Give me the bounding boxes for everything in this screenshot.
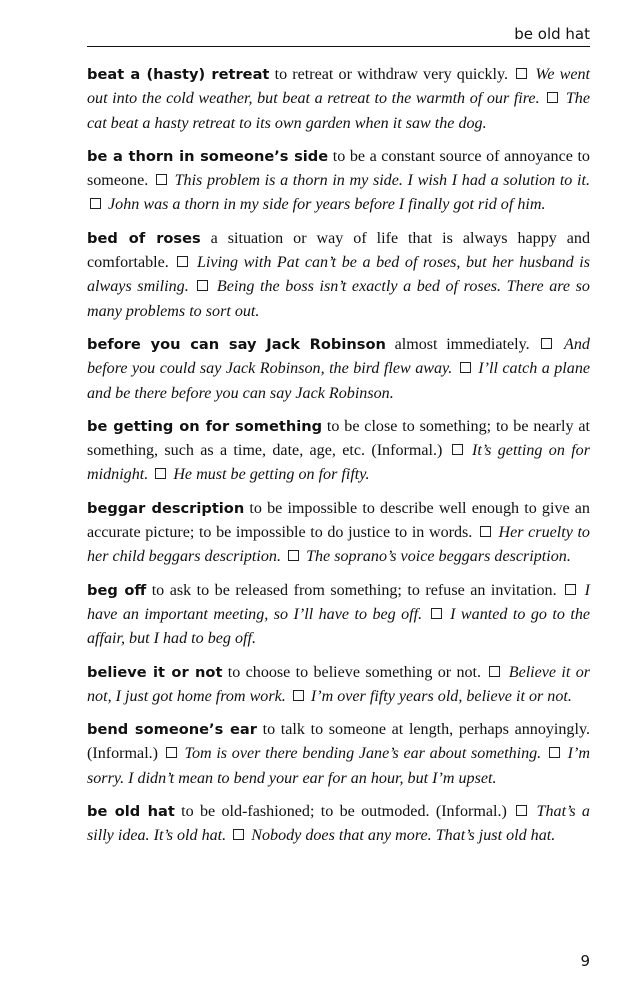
entry-headword: be getting on for something [87, 417, 323, 435]
example-marker-icon [452, 444, 463, 455]
example-marker-icon [155, 468, 166, 479]
example-marker-icon [293, 690, 304, 701]
entry-headword: beat a (hasty) retreat [87, 66, 270, 83]
example-marker-icon [516, 68, 527, 79]
dictionary-entry [87, 579, 590, 652]
entry-headword: bend someone’s ear [87, 721, 257, 739]
entry-definition: to retreat or withdraw very quickly. [274, 66, 509, 83]
entry-headword: bed of roses [87, 229, 201, 247]
entry-definition: almost immediately. [394, 335, 530, 353]
entry-definition: to be old-fashioned; to be outmoded. (Informal.) [181, 803, 507, 821]
entry-headword: believe it or not [87, 663, 223, 681]
entry-headword: be old hat [87, 803, 175, 821]
entry-example: Living with Pat can’t be a bed of roses, but her husband is always smiling. [87, 254, 590, 296]
entry-example: This problem is a thorn in my side. I wish I had a solution to it. [174, 172, 590, 190]
dictionary-entry [87, 661, 590, 710]
example-marker-icon [431, 608, 442, 619]
dictionary-entry [87, 227, 590, 324]
entry-example: John was a thorn in my side for years before I finally got rid of him. [108, 196, 546, 214]
entry-example: We went out into the cold weather, but beat a retreat to the warmth of our fire. [87, 66, 591, 108]
example-marker-icon [516, 805, 527, 816]
example-marker-icon [547, 92, 558, 103]
entry-definition: to ask to be released from something; to refuse an invitation. [151, 581, 557, 599]
dictionary-entry [87, 145, 590, 218]
entry-example: That’s a silly idea. It’s old hat. [87, 803, 590, 845]
page-number: 9 [580, 952, 590, 970]
entry-example: Being the boss isn’t exactly a bed of roses. There are so many problems to sort out. [87, 278, 590, 320]
example-marker-icon [460, 362, 471, 373]
dictionary-entry [87, 415, 590, 488]
entry-example: The soprano’s voice beggars description. [306, 548, 571, 566]
entry-example: It’s getting on for midnight. [87, 442, 590, 484]
entry-example: I’m sorry. I didn’t mean to bend your ear for an hour, but I’m upset. [87, 745, 590, 787]
dictionary-entry [87, 497, 590, 570]
entries-list [87, 63, 590, 858]
dictionary-entry [87, 718, 590, 791]
entry-example: I’ll catch a plane and be there before you can say Jack Robinson. [87, 360, 591, 402]
entry-definition: to talk to someone at length, perhaps annoyingly. (Informal.) [87, 721, 590, 763]
entry-headword: be a thorn in someone’s side [87, 147, 329, 165]
entry-definition: to choose to believe something or not. [227, 663, 482, 681]
example-marker-icon [177, 256, 188, 267]
example-marker-icon [480, 526, 491, 537]
example-marker-icon [541, 338, 552, 349]
entry-headword: beg off [87, 581, 147, 599]
example-marker-icon [549, 747, 560, 758]
example-marker-icon [489, 666, 500, 677]
dictionary-entry [87, 800, 590, 849]
entry-definition: a situation or way of life that is always happy and comfortable. [87, 229, 590, 272]
entry-example: Believe it or not, I just got home from work. [87, 663, 591, 705]
entry-example: Tom is over there bending Jane’s ear about something. [184, 745, 542, 763]
entry-example: I wanted to go to the affair, but I had to beg off. [87, 605, 591, 648]
entry-definition: to be a constant source of annoyance to someone. [87, 147, 590, 190]
entry-example: He must be getting on for fifty. [173, 466, 370, 484]
entry-headword: before you can say Jack Robinson [87, 335, 386, 353]
running-head: be old hat [87, 22, 590, 47]
dictionary-entry [87, 333, 590, 406]
entry-example: Her cruelty to her child beggars description. [87, 524, 590, 566]
entry-definition: to be impossible to describe well enough to give an accurate picture; to be impossible to do justice to in words. [87, 499, 590, 542]
entry-example: I’m over fifty years old, believe it or not. [310, 687, 572, 705]
entry-headword: beggar description [87, 499, 245, 517]
example-marker-icon [166, 747, 177, 758]
entry-example: The cat beat a hasty retreat to its own garden when it saw the dog. [87, 90, 590, 132]
dictionary-entry [87, 63, 590, 136]
entry-definition: to be close to something; to be nearly at something, such as a time, date, age, etc. (Informal.) [87, 417, 590, 460]
example-marker-icon [156, 174, 167, 185]
entry-example: I have an important meeting, so I’ll have to beg off. [87, 581, 590, 623]
example-marker-icon [565, 584, 576, 595]
entry-example: Nobody does that any more. That’s just old hat. [251, 827, 556, 845]
example-marker-icon [288, 550, 299, 561]
example-marker-icon [90, 198, 101, 209]
example-marker-icon [233, 829, 244, 840]
example-marker-icon [197, 280, 208, 291]
entry-example: And before you could say Jack Robinson, the bird flew away. [87, 335, 590, 378]
